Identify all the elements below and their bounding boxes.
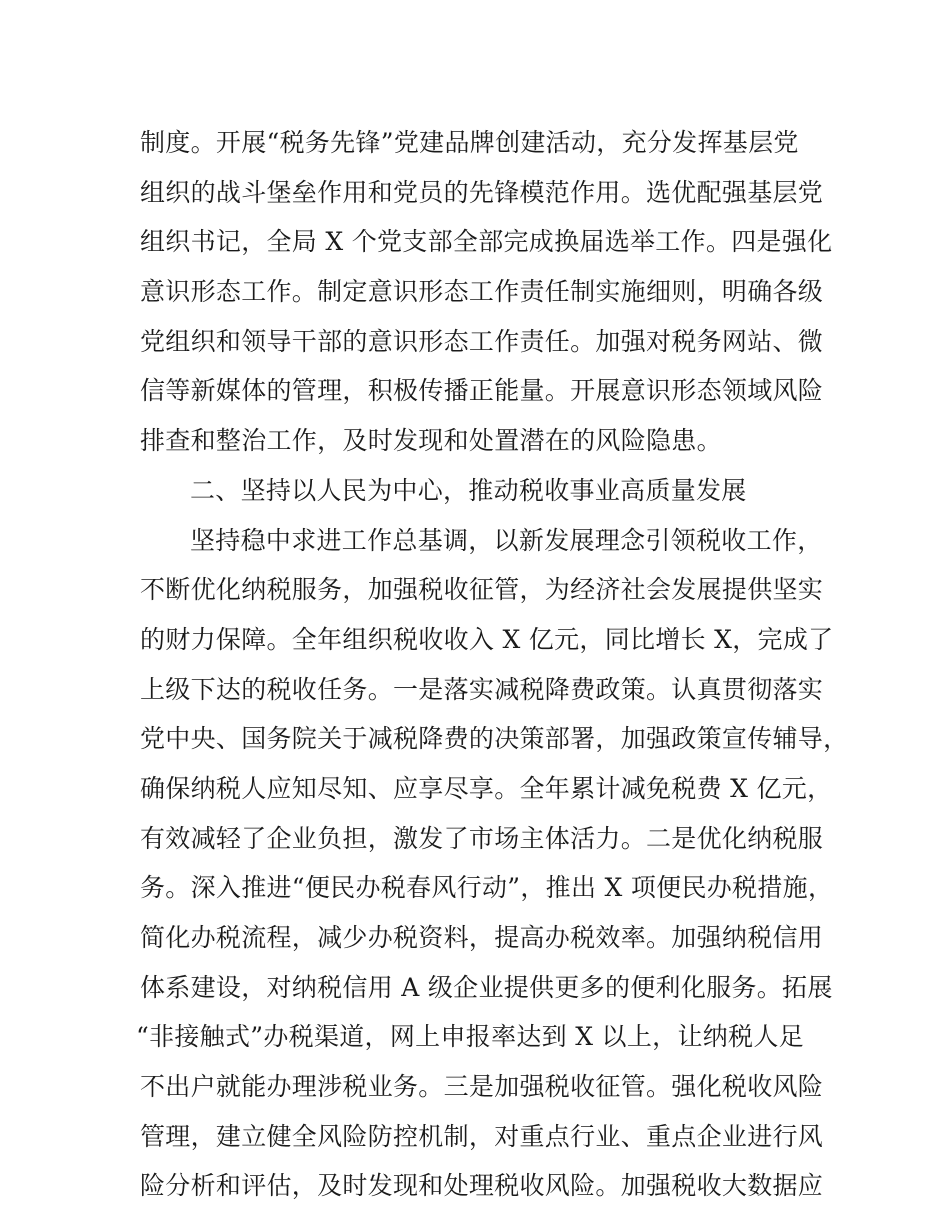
body-line: 管理，建立健全风险防控机制，对重点行业、重点企业进行风 xyxy=(140,1121,824,1151)
body-line: 险分析和评估，及时发现和处理税收风险。加强税收大数据应 xyxy=(140,1171,824,1201)
section-heading: 二、坚持以人民为中心，推动税收事业高质量发展 xyxy=(190,475,747,505)
body-line: “非接触式”办税渠道，网上申报率达到 X 以上，让纳税人足 xyxy=(136,1022,804,1052)
body-line: 不出户就能办理涉税业务。三是加强税收征管。强化税收风险 xyxy=(140,1072,824,1102)
body-line: 组织的战斗堡垒作用和党员的先锋模范作用。选优配强基层党 xyxy=(140,177,824,207)
body-line: 上级下达的税收任务。一是落实减税降费政策。认真贯彻落实 xyxy=(140,674,824,704)
body-line: 确保纳税人应知尽知、应享尽享。全年累计减免税费 X 亿元， xyxy=(140,773,833,803)
body-line: 的财力保障。全年组织税收收入 X 亿元，同比增长 X，完成了 xyxy=(140,624,834,654)
body-line: 党中央、国务院关于减税降费的决策部署，加强政策宣传辅导， xyxy=(140,724,849,754)
body-line: 意识形态工作。制定意识形态工作责任制实施细则，明确各级 xyxy=(140,277,824,307)
body-line: 务。深入推进“便民办税春风行动”，推出 X 项便民办税措施， xyxy=(140,873,834,903)
paragraph-first-line: 坚持稳中求进工作总基调，以新发展理念引领税收工作， xyxy=(190,525,823,555)
body-line: 排查和整治工作，及时发现和处置潜在的风险隐患。 xyxy=(140,426,722,456)
body-line: 简化办税流程，减少办税资料，提高办税效率。加强纳税信用 xyxy=(140,923,824,952)
body-line: 体系建设，对纳税信用 A 级企业提供更多的便利化服务。拓展 xyxy=(140,972,833,1002)
body-line: 制度。开展“税务先锋”党建品牌创建活动，充分发挥基层党 xyxy=(140,128,799,157)
body-line: 不断优化纳税服务，加强税收征管，为经济社会发展提供坚实 xyxy=(140,575,824,605)
body-line: 有效减轻了企业负担，激发了市场主体活力。二是优化纳税服 xyxy=(140,823,824,853)
document-body xyxy=(136,118,849,1211)
body-line: 党组织和领导干部的意识形态工作责任。加强对税务网站、微 xyxy=(140,326,824,356)
body-line: 组织书记，全局 X 个党支部全部完成换届选举工作。四是强化 xyxy=(140,227,833,257)
body-line: 信等新媒体的管理，积极传播正能量。开展意识形态领域风险 xyxy=(140,376,824,406)
